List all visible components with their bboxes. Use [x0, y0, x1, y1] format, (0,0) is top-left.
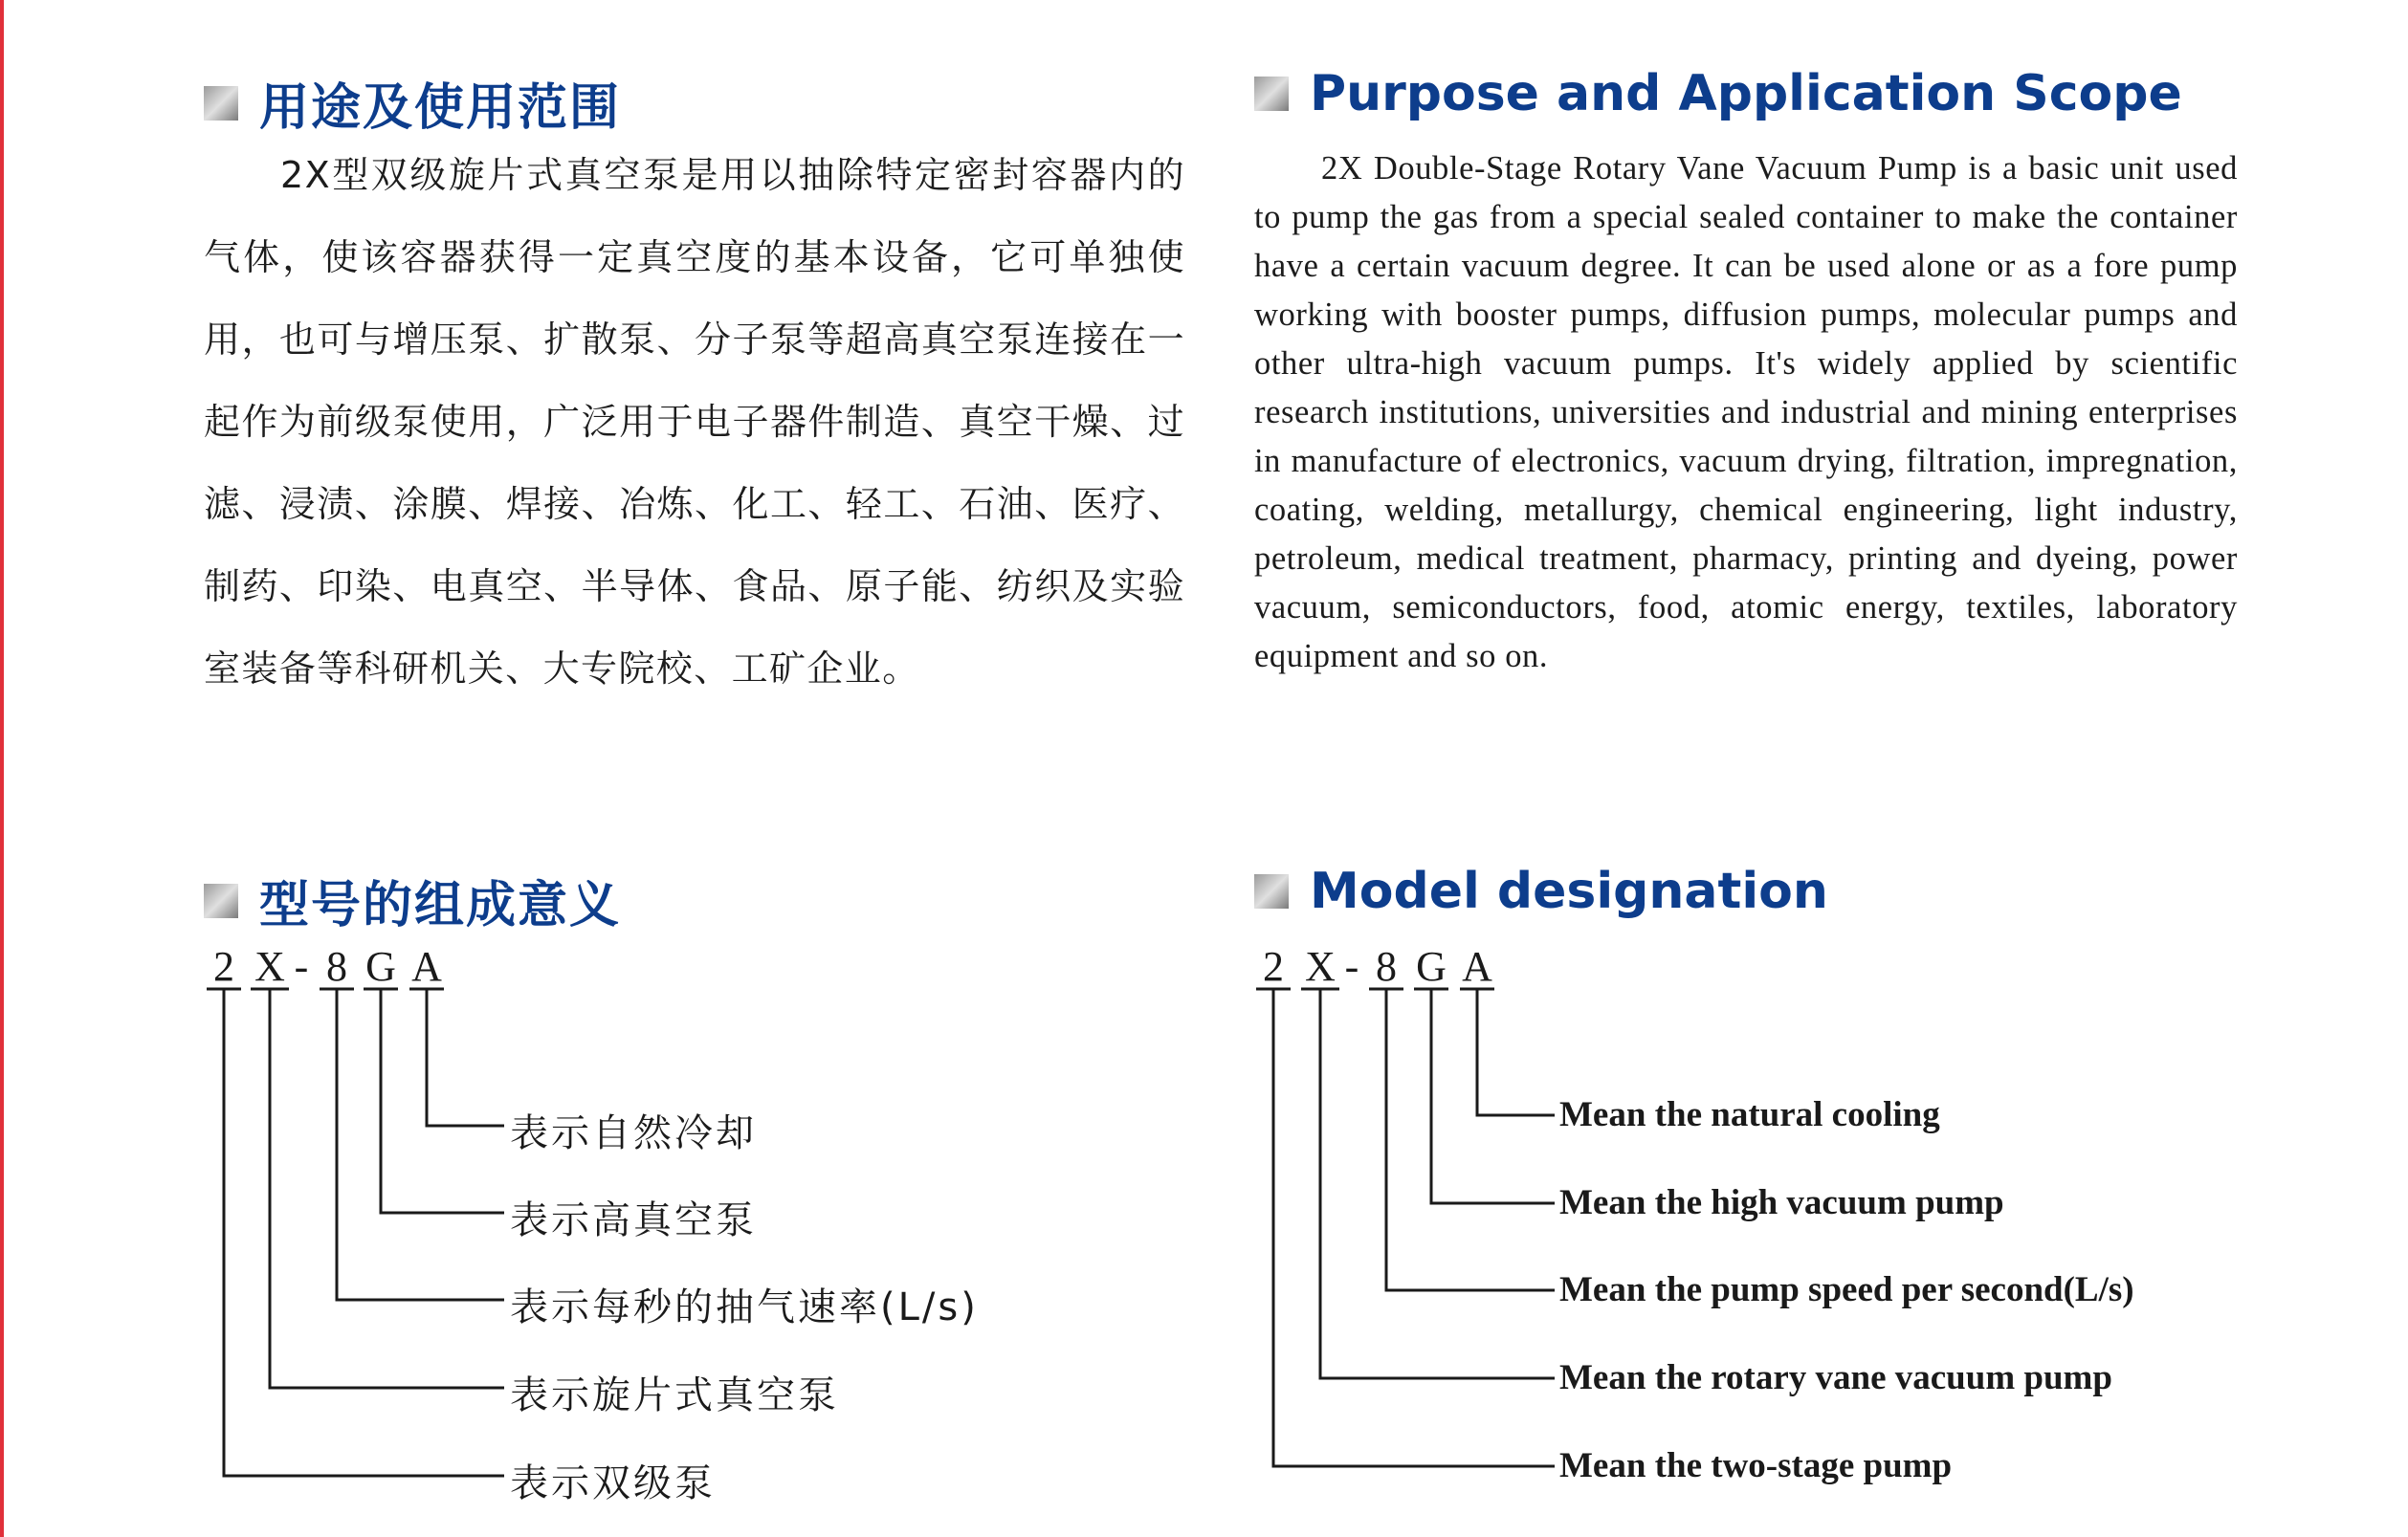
model-label-high-vacuum: Mean the high vacuum pump [1559, 1183, 2004, 1222]
model-label-two-stage: Mean the two-stage pump [1559, 1446, 1953, 1485]
model-label-pump-speed: 表示每秒的抽气速率(L/s) [510, 1285, 979, 1329]
model-label-rotary-vane: 表示旋片式真空泵 [510, 1373, 839, 1417]
purpose-body-zh: 2X型双级旋片式真空泵是用以抽除特定密封容器内的气体，使该容器获得一定真空度的基本设备，它可单独使用，也可与增压泵、扩散泵、分子泵等超高真空泵连接在一起作为前级泵使用，广泛用于电子器件制造、真空干燥、过滤、浸渍、涂膜、焊接、冶炼、化工、轻工、石油、医疗、制药、印染、电真空、半导体、食品、原子能、纺织及实验室装备等科研机关、大专院校、工矿企业。 [204, 154, 1185, 690]
section-title: Purpose and Application Scope [1310, 65, 2182, 122]
code-char: 8 [326, 943, 347, 990]
section-title: 型号的组成意义 [259, 877, 622, 934]
section-title: Model designation [1310, 863, 1828, 920]
code-char: A [1462, 943, 1492, 990]
model-label-rotary-vane: Mean the rotary vane vacuum pump [1559, 1358, 2112, 1397]
code-char: 8 [1376, 943, 1397, 990]
model-label-natural-cooling: 表示自然冷却 [510, 1111, 757, 1155]
code-char: - [1344, 943, 1359, 990]
code-char: G [1416, 943, 1447, 990]
code-char: A [411, 943, 442, 990]
code-char: G [365, 943, 396, 990]
code-char: 2 [213, 943, 234, 990]
model-label-pump-speed: Mean the pump speed per second(L/s) [1559, 1270, 2134, 1309]
purpose-body-en: 2X Double-Stage Rotary Vane Vacuum Pump is a basic unit used to pump the gas from a special sealed container to make the container have a certain vacuum degree. It can be used alone or as a fore pump working with booster pumps, diffusion pumps, molecular pumps and other ultra-high vacuum pumps. It's widely applied by scientific research institutions, universities and industrial and mining enterprises in manufacture of electronics, vacuum drying, filtration, impregnation, coating, welding, metallurgy, chemical engineering, light industry, petroleum, medical treatment, pharmacy, printing and dyeing, power vacuum, semiconductors, food, atomic energy, textiles, laboratory equipment and so on. [1254, 150, 2238, 674]
code-char: X [1305, 943, 1336, 990]
code-char: 2 [1263, 943, 1284, 990]
model-label-two-stage: 表示双级泵 [510, 1461, 716, 1505]
model-label-natural-cooling: Mean the natural cooling [1559, 1095, 1940, 1134]
section-title: 用途及使用范围 [259, 79, 622, 137]
code-char: X [254, 943, 285, 990]
model-label-high-vacuum: 表示高真空泵 [510, 1198, 757, 1242]
code-char: - [294, 943, 309, 990]
